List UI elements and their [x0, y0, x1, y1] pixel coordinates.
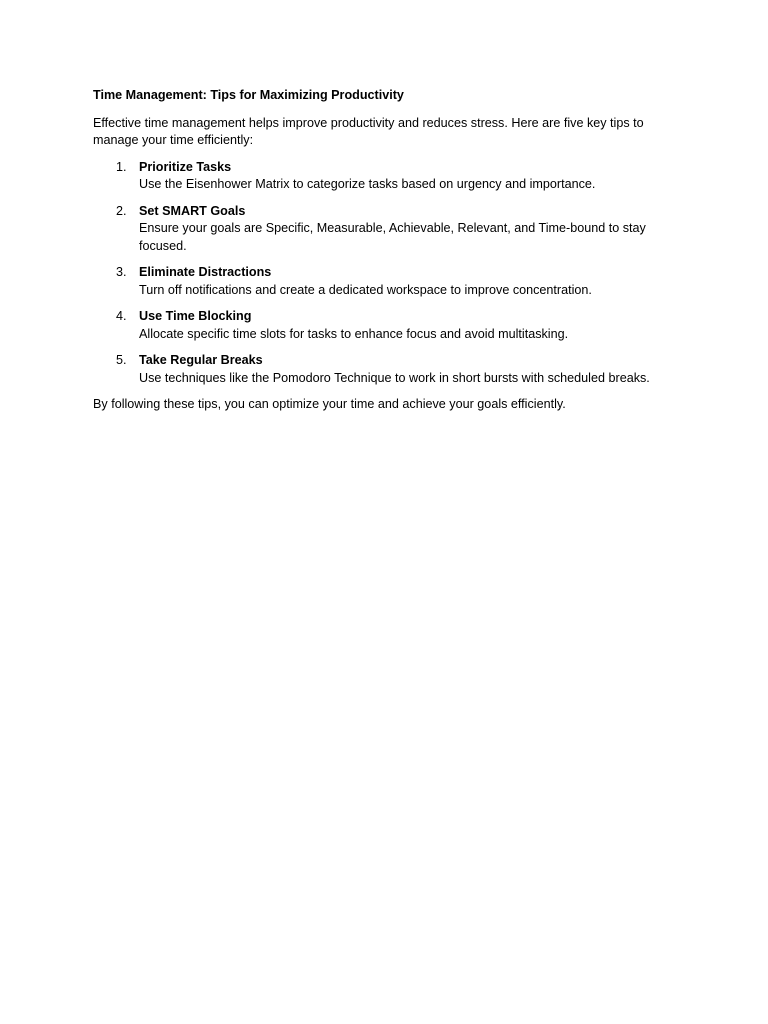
list-item-number: 5.: [116, 353, 127, 367]
tip-description: Use the Eisenhower Matrix to categorize tasks based on urgency and importance.: [139, 177, 596, 191]
list-item: [93, 352, 683, 387]
intro-paragraph: Effective time management helps improve productivity and reduces stress. Here are five key tips to manage your time efficiently:: [93, 115, 644, 147]
list-item-number: 2.: [116, 203, 127, 218]
tips-list: [93, 159, 683, 388]
tip-description: Turn off notifications and create a dedicated workspace to improve concentration.: [139, 282, 592, 297]
document-title: Time Management: Tips for Maximizing Productivity: [93, 88, 404, 102]
document-body: [93, 87, 683, 414]
list-item: [93, 264, 683, 299]
tip-description: Use techniques like the Pomodoro Technique to work in short bursts with scheduled breaks.: [139, 370, 650, 385]
tip-description: Ensure your goals are Specific, Measurable, Achievable, Relevant, and Time-bound to stay focused.: [139, 221, 646, 253]
tip-description: Allocate specific time slots for tasks to enhance focus and avoid multitasking.: [139, 326, 569, 341]
list-item-number: 4.: [116, 309, 127, 323]
list-item-number: 3.: [116, 265, 127, 279]
tip-heading: Prioritize Tasks: [139, 159, 232, 174]
closing-paragraph: By following these tips, you can optimize your time and achieve your goals efficiently.: [93, 397, 566, 411]
list-item: [93, 203, 683, 256]
list-item: [93, 308, 683, 343]
tip-heading: Use Time Blocking: [139, 309, 252, 323]
list-item-number: 1.: [116, 159, 127, 174]
tip-heading: Eliminate Distractions: [139, 265, 272, 279]
tip-heading: Set SMART Goals: [139, 203, 246, 218]
tip-heading: Take Regular Breaks: [139, 353, 263, 367]
list-item: [93, 159, 683, 194]
